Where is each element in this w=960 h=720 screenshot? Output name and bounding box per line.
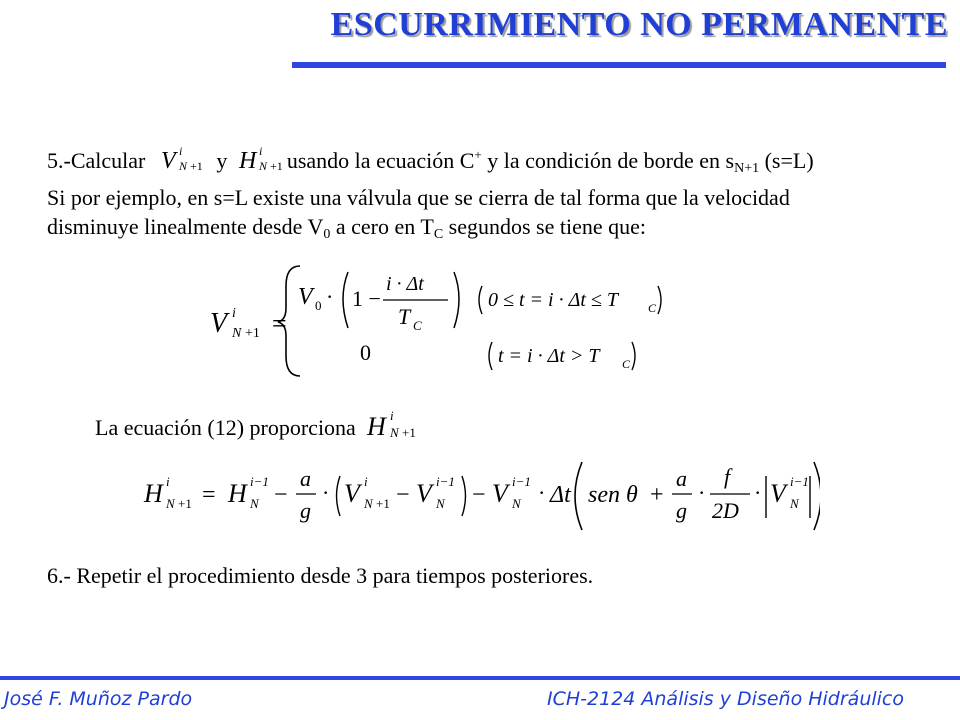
svg-text:H: H bbox=[238, 148, 257, 174]
footer-rule bbox=[0, 676, 960, 680]
svg-text:i: i bbox=[178, 146, 183, 158]
svg-text:i−1: i−1 bbox=[512, 474, 531, 489]
v0-sub: 0 bbox=[323, 227, 331, 242]
step5-line bbox=[47, 146, 814, 177]
svg-text:i: i bbox=[390, 409, 394, 423]
c-plus-sup: + bbox=[474, 147, 482, 162]
svg-text:g: g bbox=[300, 498, 311, 523]
step6-line: 6.- Repetir el procedimiento desde 3 para tiempos posteriores. bbox=[47, 563, 594, 588]
step5-rest: usando la ecuación C bbox=[286, 148, 475, 173]
para-line1: Si por ejemplo, en s=L existe una válvula que se cierra de tal forma que la velocidad bbox=[47, 185, 790, 210]
step5-tail: (s=L) bbox=[759, 148, 814, 173]
svg-text:T: T bbox=[398, 304, 411, 329]
slide-title: ESCURRIMIENTO NO PERMANENTE bbox=[330, 6, 948, 43]
svg-text:N: N bbox=[250, 496, 259, 511]
svg-text:N: N bbox=[232, 326, 242, 341]
svg-text:0: 0 bbox=[360, 340, 371, 365]
svg-text:·: · bbox=[322, 480, 330, 505]
svg-text:C: C bbox=[622, 357, 631, 371]
svg-text:N: N bbox=[364, 496, 373, 511]
svg-text:i−1: i−1 bbox=[250, 474, 269, 489]
step5-rest2: y la condición de borde en s bbox=[481, 148, 735, 173]
svg-text:V: V bbox=[298, 284, 313, 310]
para-line2-b: a cero en T bbox=[330, 214, 434, 239]
svg-text:+1: +1 bbox=[269, 159, 283, 173]
svg-text:t = i · Δt > T: t = i · Δt > T bbox=[498, 345, 600, 367]
svg-text:·: · bbox=[538, 480, 546, 505]
para-line2-c: segundos se tiene que: bbox=[443, 214, 647, 239]
svg-text:N: N bbox=[790, 496, 799, 511]
svg-text:0: 0 bbox=[315, 298, 322, 313]
svg-text:N: N bbox=[436, 496, 445, 511]
svg-text:1 −: 1 − bbox=[352, 286, 381, 311]
svg-text:H: H bbox=[144, 479, 163, 508]
s-sub: N+1 bbox=[734, 161, 760, 176]
step5-lead: 5.-Calcular bbox=[47, 148, 146, 173]
svg-text:·: · bbox=[754, 480, 762, 505]
v-n1-symbol bbox=[159, 146, 211, 176]
svg-text:f: f bbox=[724, 464, 731, 489]
svg-text:V: V bbox=[160, 148, 176, 174]
svg-text:N: N bbox=[166, 496, 175, 511]
step5-and: y bbox=[216, 148, 228, 173]
svg-text:−: − bbox=[274, 482, 288, 508]
svg-text:g: g bbox=[676, 498, 687, 523]
svg-text:=: = bbox=[202, 482, 216, 508]
svg-text:−: − bbox=[472, 482, 486, 508]
head-equation bbox=[140, 456, 820, 534]
svg-text:i: i bbox=[364, 474, 368, 489]
svg-text:−: − bbox=[396, 482, 410, 508]
svg-text:·: · bbox=[698, 480, 706, 505]
svg-text:V: V bbox=[344, 479, 360, 508]
title-underline bbox=[292, 62, 946, 68]
svg-text:a: a bbox=[300, 466, 311, 491]
svg-text:V: V bbox=[770, 479, 786, 508]
svg-text:0 ≤ t = i · Δt ≤ T: 0 ≤ t = i · Δt ≤ T bbox=[488, 289, 618, 311]
svg-text:i−1: i−1 bbox=[436, 474, 455, 489]
para-line2 bbox=[47, 214, 646, 243]
svg-text:V: V bbox=[492, 479, 508, 508]
svg-text:C: C bbox=[413, 318, 422, 333]
svg-text:V: V bbox=[416, 479, 432, 508]
svg-text:C: C bbox=[648, 301, 657, 315]
svg-text:V: V bbox=[210, 308, 228, 339]
svg-text:i: i bbox=[258, 146, 263, 158]
svg-text:i−1: i−1 bbox=[790, 474, 809, 489]
svg-text:N: N bbox=[512, 496, 521, 511]
svg-text:N: N bbox=[178, 159, 187, 173]
svg-text:H: H bbox=[367, 412, 387, 441]
svg-text:+1: +1 bbox=[178, 496, 192, 511]
tc-sub: C bbox=[433, 227, 444, 242]
footer-course: ICH-2124 Análisis y Diseño Hidráulico bbox=[546, 688, 904, 710]
svg-text:+1: +1 bbox=[245, 326, 260, 341]
svg-text:=: = bbox=[272, 309, 287, 338]
svg-text:i: i bbox=[232, 306, 236, 321]
svg-text:i: i bbox=[166, 474, 170, 489]
h-n1-symbol-2 bbox=[365, 409, 431, 445]
svg-text:+: + bbox=[650, 482, 664, 508]
svg-text:i · Δt: i · Δt bbox=[386, 273, 424, 295]
svg-text:H: H bbox=[228, 479, 247, 508]
svg-text:2D: 2D bbox=[712, 498, 739, 523]
svg-text:+1: +1 bbox=[189, 159, 203, 173]
svg-text:N: N bbox=[390, 425, 399, 440]
svg-text:+1: +1 bbox=[376, 496, 390, 511]
svg-text:N: N bbox=[258, 159, 267, 173]
footer-author: José F. Muñoz Pardo bbox=[4, 688, 193, 710]
svg-text:sen θ: sen θ bbox=[588, 482, 638, 508]
svg-text:a: a bbox=[676, 466, 687, 491]
svg-text:Δt: Δt bbox=[550, 482, 571, 508]
h-n1-symbol bbox=[237, 146, 287, 176]
svg-text:·: · bbox=[326, 284, 334, 309]
svg-text:+1: +1 bbox=[402, 425, 417, 440]
piecewise-equation bbox=[200, 262, 680, 380]
para-line2-a: disminuye linealmente desde V bbox=[47, 214, 324, 239]
eq12-text: La ecuación (12) proporciona bbox=[95, 415, 356, 440]
eq12-line bbox=[95, 409, 431, 445]
